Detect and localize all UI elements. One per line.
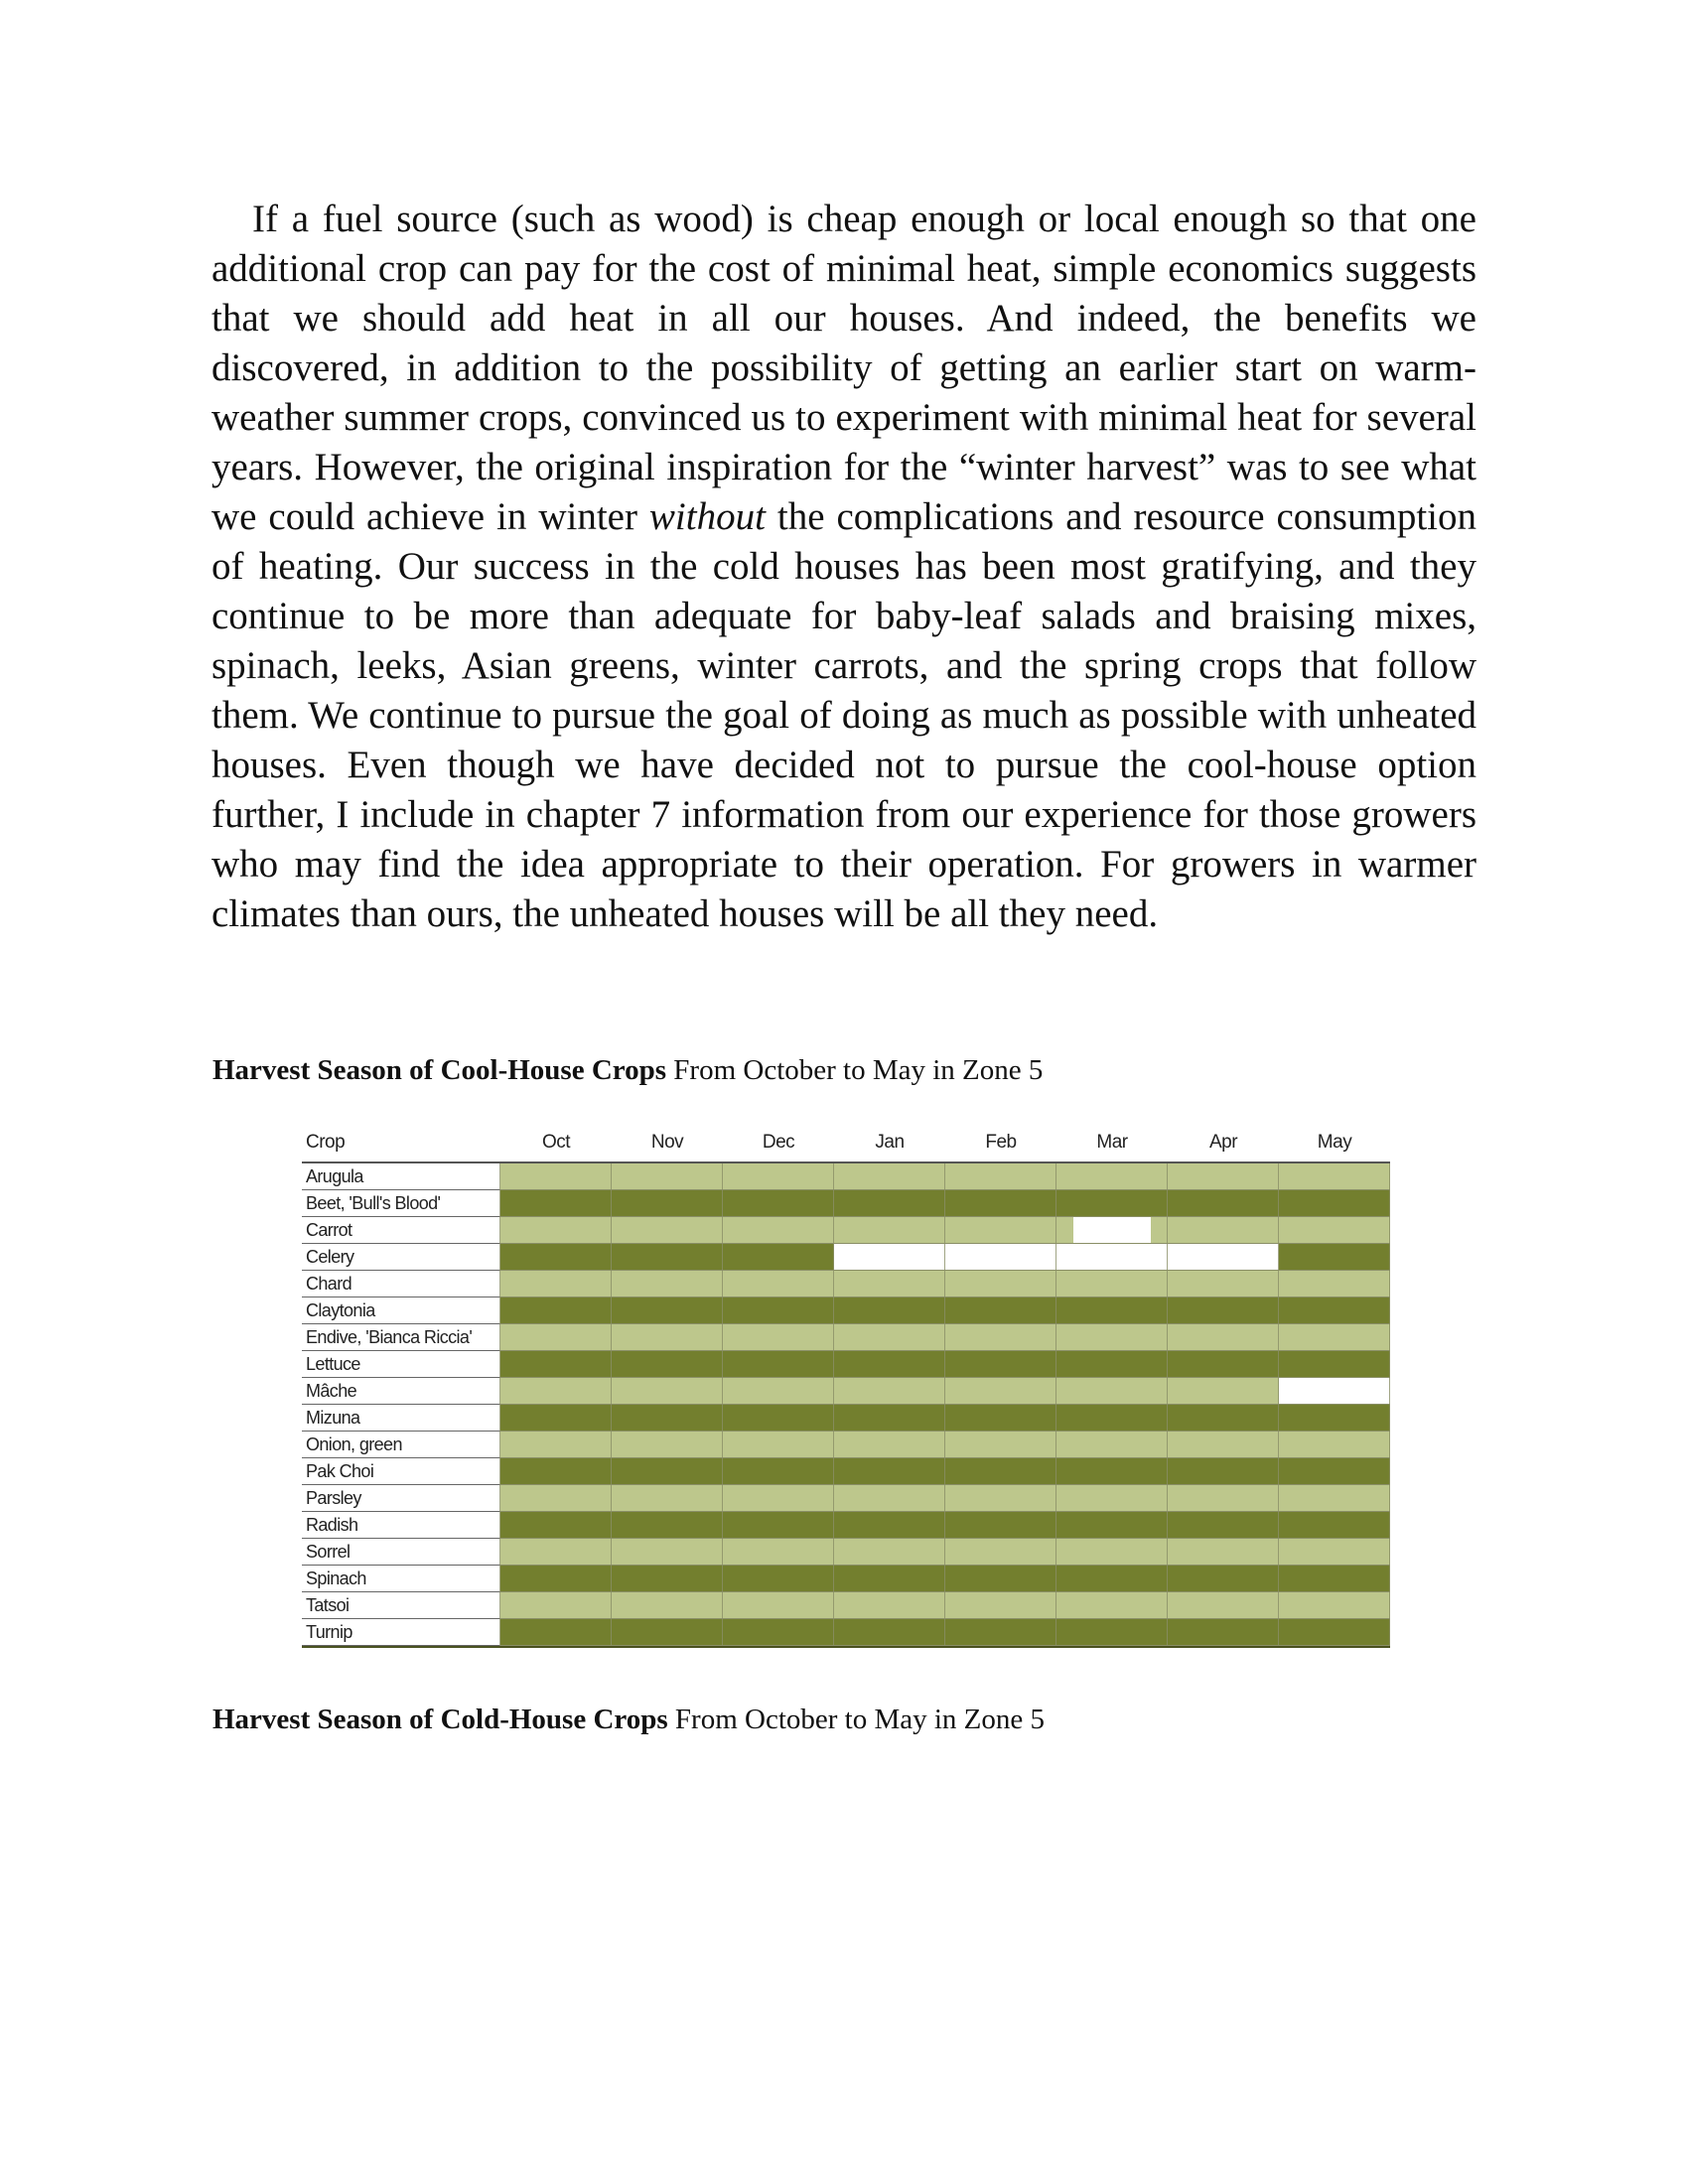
crop-label: Tatsoi <box>302 1592 500 1619</box>
chart-row-turnip <box>302 1619 1390 1646</box>
harvest-cell-feb <box>945 1592 1056 1619</box>
harvest-cell-dec <box>723 1485 834 1512</box>
harvest-cell-nov <box>612 1244 723 1271</box>
month-header-jan: Jan <box>875 1132 905 1153</box>
harvest-cell-nov <box>612 1297 723 1324</box>
harvest-cell-nov <box>612 1190 723 1217</box>
crop-label: Turnip <box>302 1619 500 1646</box>
harvest-cell-oct <box>500 1432 612 1458</box>
column-divider <box>722 1163 723 1646</box>
crop-label: Mâche <box>302 1378 500 1405</box>
crop-column-header: Crop <box>306 1132 346 1153</box>
harvest-cell-feb <box>945 1566 1056 1592</box>
harvest-cell-dec <box>723 1458 834 1485</box>
harvest-cell-dec <box>723 1619 834 1646</box>
harvest-cell-jan <box>834 1458 945 1485</box>
harvest-cell-feb <box>945 1324 1056 1351</box>
harvest-cell-jan <box>834 1405 945 1432</box>
harvest-cell-feb <box>945 1244 1056 1271</box>
harvest-cell-dec <box>723 1351 834 1378</box>
column-divider <box>1389 1163 1390 1646</box>
harvest-cell-jan <box>834 1351 945 1378</box>
harvest-cell-dec <box>723 1324 834 1351</box>
harvest-cell-jan <box>834 1163 945 1190</box>
chart-header-row <box>302 1132 1390 1161</box>
chart-row-onion-green <box>302 1432 1390 1458</box>
cold-house-caption-subtitle: From October to May in Zone 5 <box>667 1704 1046 1735</box>
harvest-cell-may <box>1279 1190 1390 1217</box>
harvest-cell-apr <box>1168 1592 1279 1619</box>
column-divider <box>1167 1163 1168 1646</box>
harvest-cell-oct <box>500 1512 612 1539</box>
harvest-cell-apr <box>1168 1566 1279 1592</box>
harvest-cell-feb <box>945 1432 1056 1458</box>
harvest-cell-apr <box>1168 1190 1279 1217</box>
harvest-cell-may <box>1279 1485 1390 1512</box>
harvest-cell-jan <box>834 1190 945 1217</box>
harvest-cell-feb <box>945 1485 1056 1512</box>
chart-row-celery <box>302 1244 1390 1271</box>
harvest-cell-mar <box>1056 1163 1168 1190</box>
harvest-cell-mar <box>1056 1271 1168 1297</box>
chart-row-spinach <box>302 1566 1390 1592</box>
crop-label: Carrot <box>302 1217 500 1244</box>
crop-label: Endive, 'Bianca Riccia' <box>302 1324 500 1351</box>
harvest-cell-mar <box>1056 1190 1168 1217</box>
crop-label: Lettuce <box>302 1351 500 1378</box>
harvest-cell-may <box>1279 1351 1390 1378</box>
column-divider <box>944 1163 945 1646</box>
harvest-cell-oct <box>500 1405 612 1432</box>
harvest-cell-may <box>1279 1297 1390 1324</box>
harvest-cell-may <box>1279 1432 1390 1458</box>
chart-row-chard <box>302 1271 1390 1297</box>
harvest-cell-nov <box>612 1405 723 1432</box>
chart-row-sorrel <box>302 1539 1390 1566</box>
harvest-cell-nov <box>612 1592 723 1619</box>
harvest-cell-apr <box>1168 1217 1279 1244</box>
harvest-cell-apr <box>1168 1619 1279 1646</box>
chart-row-beet-bull-s-blood <box>302 1190 1390 1217</box>
harvest-cell-dec <box>723 1217 834 1244</box>
harvest-cell-oct <box>500 1592 612 1619</box>
chart-bottom-rule <box>302 1646 1390 1648</box>
harvest-cell-apr <box>1168 1485 1279 1512</box>
column-divider <box>1055 1163 1056 1646</box>
paragraph-italic-word: without <box>648 495 766 538</box>
harvest-cell-dec <box>723 1405 834 1432</box>
chart-row-radish <box>302 1512 1390 1539</box>
harvest-cell-jan <box>834 1378 945 1405</box>
crop-label: Beet, 'Bull's Blood' <box>302 1190 500 1217</box>
harvest-cell-mar <box>1056 1539 1168 1566</box>
harvest-cell-feb <box>945 1619 1056 1646</box>
harvest-cell-oct <box>500 1324 612 1351</box>
harvest-cell-may <box>1279 1512 1390 1539</box>
harvest-cell-jan <box>834 1619 945 1646</box>
harvest-cell-apr <box>1168 1271 1279 1297</box>
month-header-may: May <box>1317 1132 1352 1153</box>
harvest-cell-mar <box>1056 1217 1168 1244</box>
harvest-cell-nov <box>612 1539 723 1566</box>
harvest-cell-feb <box>945 1297 1056 1324</box>
harvest-cell-mar <box>1056 1566 1168 1592</box>
harvest-cell-nov <box>612 1485 723 1512</box>
harvest-cell-jan <box>834 1324 945 1351</box>
harvest-cell-oct <box>500 1566 612 1592</box>
harvest-cell-oct <box>500 1485 612 1512</box>
column-divider <box>833 1163 834 1646</box>
harvest-cell-nov <box>612 1217 723 1244</box>
cold-house-caption <box>212 1702 1483 1737</box>
harvest-cell-jan <box>834 1592 945 1619</box>
harvest-cell-oct <box>500 1619 612 1646</box>
harvest-cell-mar <box>1056 1512 1168 1539</box>
chart-row-parsley <box>302 1485 1390 1512</box>
chart-row-arugula <box>302 1163 1390 1190</box>
harvest-cell-apr <box>1168 1378 1279 1405</box>
month-header-oct: Oct <box>541 1132 571 1153</box>
harvest-cell-nov <box>612 1566 723 1592</box>
harvest-cell-may <box>1279 1405 1390 1432</box>
harvest-cell-may <box>1279 1592 1390 1619</box>
harvest-cell-oct <box>500 1271 612 1297</box>
harvest-cell-feb <box>945 1163 1056 1190</box>
crop-label: Onion, green <box>302 1432 500 1458</box>
chart-row-tatsoi <box>302 1592 1390 1619</box>
harvest-cell-oct <box>500 1244 612 1271</box>
harvest-cell-mar <box>1056 1378 1168 1405</box>
harvest-cell-feb <box>945 1271 1056 1297</box>
harvest-cell-dec <box>723 1432 834 1458</box>
harvest-cell-oct <box>500 1378 612 1405</box>
crop-label: Pak Choi <box>302 1458 500 1485</box>
harvest-cell-feb <box>945 1539 1056 1566</box>
month-header-dec: Dec <box>762 1132 795 1153</box>
harvest-cell-may <box>1279 1619 1390 1646</box>
harvest-cell-dec <box>723 1271 834 1297</box>
harvest-cell-nov <box>612 1351 723 1378</box>
harvest-season-chart <box>302 1132 1390 1646</box>
column-divider <box>499 1163 500 1646</box>
body-paragraph <box>211 195 1477 939</box>
harvest-cell-jan <box>834 1271 945 1297</box>
harvest-cell-oct <box>500 1458 612 1485</box>
harvest-cell-nov <box>612 1458 723 1485</box>
harvest-cell-oct <box>500 1297 612 1324</box>
chart-row-lettuce <box>302 1351 1390 1378</box>
harvest-cell-jan <box>834 1432 945 1458</box>
harvest-cell-dec <box>723 1512 834 1539</box>
harvest-cell-apr <box>1168 1351 1279 1378</box>
crop-label: Claytonia <box>302 1297 500 1324</box>
month-header-feb: Feb <box>985 1132 1017 1153</box>
harvest-cell-jan <box>834 1539 945 1566</box>
harvest-cell-feb <box>945 1378 1056 1405</box>
harvest-cell-feb <box>945 1351 1056 1378</box>
harvest-cell-dec <box>723 1539 834 1566</box>
harvest-cell-may <box>1279 1163 1390 1190</box>
cold-house-caption-title: Harvest Season of Cold-House Crops <box>212 1704 668 1735</box>
harvest-cell-apr <box>1168 1432 1279 1458</box>
crop-label: Arugula <box>302 1163 500 1190</box>
chart-row-mizuna <box>302 1405 1390 1432</box>
crop-label: Spinach <box>302 1566 500 1592</box>
harvest-cell-apr <box>1168 1324 1279 1351</box>
paragraph-text-start: If a fuel source (such as wood) is cheap enough or local enough so that one additional crop can pay for the cost of minimal heat, simple economics suggests that we should add heat in all our houses. And indeed, the benefits we discovered, in addition to the possibility of getting an earlier start on warm-weather summer crops, convinced us to experiment with minimal heat for several years. However, the original inspiration for the “winter harvest” was to see what we could achieve in winter <box>211 198 1477 538</box>
month-header-mar: Mar <box>1096 1132 1128 1153</box>
harvest-cell-dec <box>723 1163 834 1190</box>
harvest-cell-dec <box>723 1190 834 1217</box>
harvest-cell-oct <box>500 1190 612 1217</box>
harvest-cell-may <box>1279 1271 1390 1297</box>
harvest-cell-mar <box>1056 1592 1168 1619</box>
harvest-cell-mar <box>1056 1432 1168 1458</box>
harvest-cell-apr <box>1168 1163 1279 1190</box>
harvest-cell-jan <box>834 1217 945 1244</box>
chart-row-carrot <box>302 1217 1390 1244</box>
harvest-cell-mar <box>1056 1405 1168 1432</box>
harvest-cell-oct <box>500 1351 612 1378</box>
harvest-cell-nov <box>612 1324 723 1351</box>
chart-row-claytonia <box>302 1297 1390 1324</box>
harvest-cell-jan <box>834 1297 945 1324</box>
harvest-cell-mar <box>1056 1458 1168 1485</box>
harvest-cell-mar <box>1056 1244 1168 1271</box>
column-divider <box>1278 1163 1279 1646</box>
harvest-cell-may <box>1279 1244 1390 1271</box>
harvest-cell-may <box>1279 1566 1390 1592</box>
harvest-cell-jan <box>834 1512 945 1539</box>
harvest-cell-oct <box>500 1539 612 1566</box>
crop-label: Chard <box>302 1271 500 1297</box>
harvest-cell-may <box>1279 1217 1390 1244</box>
harvest-cell-nov <box>612 1619 723 1646</box>
harvest-cell-oct <box>500 1217 612 1244</box>
harvest-cell-dec <box>723 1566 834 1592</box>
harvest-cell-jan <box>834 1566 945 1592</box>
harvest-cell-mar <box>1056 1324 1168 1351</box>
harvest-cell-nov <box>612 1163 723 1190</box>
crop-label: Radish <box>302 1512 500 1539</box>
harvest-cell-may <box>1279 1378 1390 1405</box>
harvest-cell-may <box>1279 1324 1390 1351</box>
harvest-cell-nov <box>612 1512 723 1539</box>
crop-label: Mizuna <box>302 1405 500 1432</box>
chart-row-pak-choi <box>302 1458 1390 1485</box>
harvest-cell-feb <box>945 1190 1056 1217</box>
cool-house-caption <box>212 1052 1483 1088</box>
harvest-cell-jan <box>834 1244 945 1271</box>
harvest-cell-mar <box>1056 1619 1168 1646</box>
harvest-cell-oct <box>500 1163 612 1190</box>
harvest-cell-dec <box>723 1592 834 1619</box>
harvest-cell-apr <box>1168 1405 1279 1432</box>
harvest-cell-nov <box>612 1378 723 1405</box>
chart-row-endive-bianca-riccia <box>302 1324 1390 1351</box>
crop-label: Sorrel <box>302 1539 500 1566</box>
harvest-cell-apr <box>1168 1458 1279 1485</box>
chart-rows <box>302 1163 1390 1646</box>
crop-label: Celery <box>302 1244 500 1271</box>
column-divider <box>611 1163 612 1646</box>
harvest-cell-feb <box>945 1458 1056 1485</box>
harvest-cell-apr <box>1168 1297 1279 1324</box>
month-header-apr: Apr <box>1208 1132 1238 1153</box>
harvest-cell-may <box>1279 1458 1390 1485</box>
harvest-cell-dec <box>723 1378 834 1405</box>
harvest-cell-feb <box>945 1512 1056 1539</box>
harvest-cell-apr <box>1168 1244 1279 1271</box>
harvest-cell-may <box>1279 1539 1390 1566</box>
harvest-cell-jan <box>834 1485 945 1512</box>
cool-house-caption-subtitle: From October to May in Zone 5 <box>666 1054 1044 1086</box>
month-header-nov: Nov <box>650 1132 684 1153</box>
chart-row-m-che <box>302 1378 1390 1405</box>
harvest-cell-nov <box>612 1271 723 1297</box>
harvest-cell-apr <box>1168 1539 1279 1566</box>
harvest-cell-mar <box>1056 1485 1168 1512</box>
paragraph-text-end: the complications and resource consumption of heating. Our success in the cold houses has been most gratifying, and they continue to be more than adequate for baby-leaf salads and braising mixes, spinach, leeks, Asian greens, winter carrots, and the spring crops that follow them. We continue to pursue the goal of doing as much as possible with unheated houses. Even though we have decided not to pursue the cool-house option further, I include in chapter 7 information from our experience for those growers who may find the idea appropriate to their operation. For growers in warmer climates than ours, the unheated houses will be all they need. <box>211 495 1477 935</box>
harvest-cell-nov <box>612 1432 723 1458</box>
crop-label: Parsley <box>302 1485 500 1512</box>
cool-house-caption-title: Harvest Season of Cool-House Crops <box>212 1054 667 1086</box>
harvest-cell-dec <box>723 1297 834 1324</box>
harvest-cell-dec <box>723 1244 834 1271</box>
harvest-cell-mar <box>1056 1297 1168 1324</box>
harvest-cell-mar <box>1056 1351 1168 1378</box>
harvest-cell-apr <box>1168 1512 1279 1539</box>
harvest-cell-feb <box>945 1405 1056 1432</box>
harvest-cell-feb <box>945 1217 1056 1244</box>
